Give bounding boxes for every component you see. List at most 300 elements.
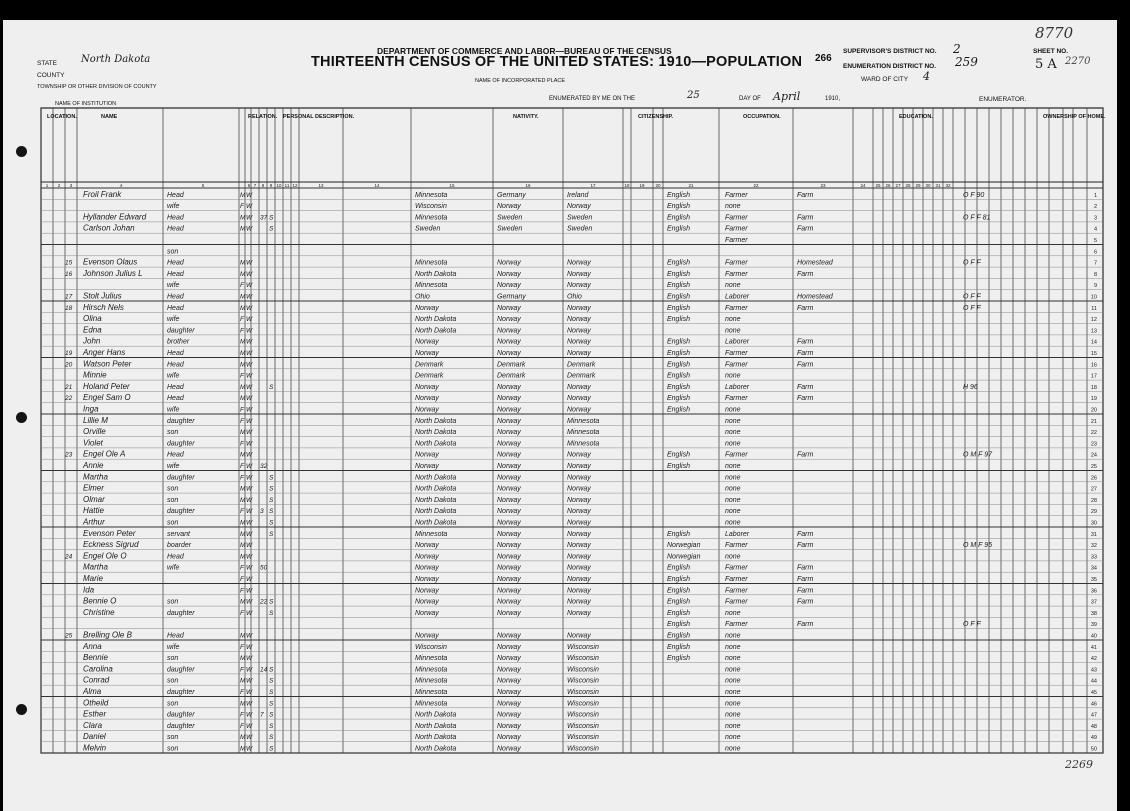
industry: Farm [797,530,814,538]
sex: F [240,722,244,730]
race: W [246,338,253,346]
mother-birthplace: Norway [567,474,591,482]
dwelling-number: 20 [65,361,73,369]
industry: Farm [797,383,814,391]
person-name: Ida [83,585,95,595]
race: W [246,395,253,403]
person-name: Engel Ole A [83,449,126,459]
race: W [246,440,253,448]
language: English [667,621,690,629]
sex: M [240,383,246,391]
marital-status: S [269,677,274,685]
language: English [667,225,690,233]
birthplace: North Dakota [415,745,457,753]
race: W [246,361,253,369]
relationship: Head [167,214,184,222]
age: 22 [260,598,268,606]
line-number: 20 [1090,407,1097,414]
mother-birthplace: Norway [567,270,591,278]
relationship: Head [167,304,184,312]
trade: none [725,689,741,696]
line-number: 50 [1090,746,1097,753]
column-number: 30 [925,183,931,188]
relationship: Head [167,395,184,403]
trade: none [725,372,741,380]
sex: M [240,259,246,267]
relationship: Head [167,350,184,357]
language: English [667,406,690,414]
birthplace: Norway [415,338,439,346]
trade: Farmer [725,395,748,403]
father-birthplace: Denmark [497,361,526,369]
column-number: 11 [284,183,290,188]
person-name: Daniel [83,732,106,742]
father-birthplace: Norway [497,508,521,516]
sex: M [240,304,246,312]
sex: F [240,508,244,516]
birthplace: Norway [415,598,439,606]
race: W [246,225,253,233]
person-name: Brelling Ole B [83,630,132,640]
mother-birthplace: Denmark [567,361,596,369]
sex: F [240,316,244,324]
trade: Farmer [725,214,748,222]
father-birthplace: Norway [497,496,521,504]
age: 7 [260,711,264,719]
sheet-label: SHEET NO. [1033,48,1069,55]
column-number: 4 [119,183,123,188]
father-birthplace: Norway [497,203,521,211]
sex: F [240,203,244,211]
relationship: Head [167,361,184,369]
column-number: 20 [655,183,661,188]
line-number: 45 [1090,690,1097,696]
sex: M [240,395,246,403]
race: W [246,609,253,617]
relationship: son [167,519,179,527]
birthplace: North Dakota [415,722,457,730]
birthplace: Norway [415,395,439,403]
father-birthplace: Germany [497,191,526,199]
father-birthplace: Norway [497,395,521,403]
column-number: 32 [945,183,951,188]
trade: none [725,643,741,651]
marital-status: S [269,485,274,493]
trade: none [725,677,741,685]
relationship: Head [167,553,184,561]
birthplace: Minnesota [415,666,448,674]
dwelling-number: 21 [65,383,73,391]
father-birthplace: Norway [497,576,521,583]
relationship: boarder [167,542,192,550]
person-name: Hirsch Nels [83,302,124,312]
trade: none [725,203,741,211]
day-value: 25 [687,90,700,101]
industry: Farm [797,564,814,572]
column-number: 22 [753,183,759,188]
column-number: 13 [318,183,324,188]
mother-birthplace: Norway [567,542,591,550]
person-name: Violet [83,438,103,448]
father-birthplace: Norway [497,350,521,357]
column-number: 26 [885,183,891,188]
father-birthplace: Norway [497,451,521,459]
mother-birthplace: Sweden [567,225,593,233]
mother-birthplace: Norway [567,519,591,527]
section-title: OCCUPATION. [743,114,781,120]
relationship: daughter [167,440,195,448]
trade: none [725,463,741,470]
line-number: 1 [1093,192,1097,199]
trade: none [725,745,741,753]
relationship: brother [167,338,190,346]
father-birthplace: Norway [497,700,521,708]
line-number: 24 [1090,452,1097,459]
mother-birthplace: Ohio [567,293,582,301]
dwelling-number: 19 [65,350,73,357]
race: W [246,677,253,685]
trade: none [725,440,741,448]
person-name: Marie [83,574,104,583]
relationship: Head [167,270,184,278]
mother-birthplace: Norway [567,395,591,403]
language: English [667,270,690,278]
sex: F [240,643,244,651]
race: W [246,711,253,719]
trade: none [725,734,741,742]
home-ownership: O M F 97 [963,451,993,459]
person-name: Carolina [83,664,113,674]
person-name: Otheild [83,698,109,708]
person-name: Minnie [83,370,107,380]
person-name: Alma [83,687,102,696]
trade: none [725,655,741,663]
column-number: 12 [292,183,298,188]
language: English [667,282,690,290]
age: 32 [260,463,268,470]
mother-birthplace: Norway [567,282,591,290]
relationship: wife [167,282,180,290]
mother-birthplace: Norway [567,383,591,391]
birthplace: Minnesota [415,530,448,538]
mother-birthplace: Norway [567,632,591,640]
father-birthplace: Norway [497,485,521,493]
race: W [246,282,253,290]
page-number: 266 [815,53,832,64]
mother-birthplace: Wisconsin [567,689,599,696]
trade: none [725,282,741,290]
trade: Laborer [725,530,750,538]
birthplace: North Dakota [415,429,457,437]
birthplace: Sweden [415,225,441,233]
race: W [246,632,253,640]
trade: Farmer [725,350,748,357]
trade: Farmer [725,598,748,606]
sex: M [240,485,246,493]
line-number: 42 [1090,656,1097,663]
person-name: Bennie [83,653,108,663]
trade: Farmer [725,191,748,199]
sex: F [240,474,244,482]
age: 50 [260,564,268,572]
sex: M [240,598,246,606]
relationship: wife [167,463,180,470]
mother-birthplace: Norway [567,587,591,595]
person-name: Evenson Olaus [83,257,138,267]
birthplace: Minnesota [415,677,448,685]
birthplace: North Dakota [415,474,457,482]
sex: M [240,745,246,753]
sex: M [240,214,246,222]
mother-birthplace: Minnesota [567,417,600,425]
race: W [246,700,253,708]
relationship: daughter [167,609,195,617]
sex: F [240,372,244,380]
language: English [667,293,690,301]
column-number: 14 [374,183,380,188]
race: W [246,383,253,391]
person-name: Martha [83,472,108,482]
column-number: 7 [253,183,257,188]
race: W [246,485,253,493]
marital-status: S [269,609,274,617]
sex: F [240,417,244,425]
line-number: 15 [1090,351,1097,357]
line-number: 37 [1090,599,1097,606]
father-birthplace: Sweden [497,214,523,222]
language: English [667,609,690,617]
mother-birthplace: Norway [567,406,591,414]
relationship: son [167,677,179,685]
trade: none [725,327,741,335]
marital-status: S [269,666,274,674]
relationship: wife [167,564,180,572]
industry: Farm [797,225,814,233]
person-name: Froil Frank [83,189,122,199]
language: English [667,451,690,459]
home-ownership: O F F [963,293,981,301]
sex: F [240,711,244,719]
mother-birthplace: Denmark [567,372,596,380]
industry: Farm [797,576,814,583]
language: Norwegian [667,542,701,550]
birthplace: North Dakota [415,519,457,527]
race: W [246,259,253,267]
birthplace: Minnesota [415,282,448,290]
trade: none [725,417,741,425]
birthplace: Minnesota [415,259,448,267]
birthplace: Wisconsin [415,643,447,651]
person-name: Bennie O [83,596,117,606]
birthplace: North Dakota [415,316,457,324]
stamp-number-secondary: 2270 [1065,56,1091,67]
column-number: 6 [247,183,251,188]
language: English [667,316,690,324]
sex: M [240,361,246,369]
father-birthplace: Norway [497,609,521,617]
dwelling-number: 16 [65,270,73,278]
sex: M [240,293,246,301]
mother-birthplace: Norway [567,259,591,267]
column-number: 10 [276,183,282,188]
language: English [667,191,690,199]
relationship: daughter [167,722,195,730]
column-number: 18 [624,183,630,188]
race: W [246,304,253,312]
mother-birthplace: Wisconsin [567,666,599,674]
line-number: 4 [1093,226,1097,233]
birthplace: North Dakota [415,440,457,448]
relationship: Head [167,225,184,233]
mother-birthplace: Ireland [567,191,589,199]
mother-birthplace: Norway [567,485,591,493]
column-number: 16 [525,183,531,188]
birthplace: Norway [415,542,439,550]
relationship: son [167,485,179,493]
birthplace: North Dakota [415,327,457,335]
person-name: Hyllander Edward [83,212,147,222]
marital-status: S [269,745,274,753]
language: English [667,598,690,606]
race: W [246,316,253,324]
industry: Homestead [797,293,833,301]
birthplace: Wisconsin [415,203,447,211]
sheet-value: 5 A [1035,57,1057,72]
section-title: RELATION. [248,114,278,120]
marital-status: S [269,508,274,516]
line-number: 9 [1093,283,1097,290]
relationship: servant [167,530,190,538]
home-ownership: O F 90 [963,191,985,199]
line-number: 16 [1090,362,1097,369]
column-number: 9 [269,183,273,188]
corner-number: 2269 [1065,758,1093,771]
industry: Farm [797,270,814,278]
line-number: 3 [1093,215,1097,222]
birthplace: Norway [415,553,439,561]
father-birthplace: Norway [497,406,521,414]
column-number: 19 [639,183,645,188]
person-name: Elmer [83,483,104,493]
line-number: 22 [1090,430,1097,437]
race: W [246,350,253,357]
father-birthplace: Norway [497,632,521,640]
marital-status: S [269,496,274,504]
father-birthplace: Norway [497,655,521,663]
trade: Farmer [725,451,748,459]
sex: M [240,350,246,357]
person-name: Inga [83,404,99,414]
relationship: wife [167,372,180,380]
trade: none [725,485,741,493]
line-number: 21 [1090,418,1097,425]
language: English [667,372,690,380]
column-number: 17 [590,183,596,188]
father-birthplace: Norway [497,722,521,730]
person-name: Conrad [83,675,110,685]
line-number: 28 [1090,497,1097,504]
relationship: son [167,734,179,742]
race: W [246,745,253,753]
father-birthplace: Norway [497,587,521,595]
marital-status: S [269,214,274,222]
relationship: Head [167,451,184,459]
year-label: 1910, [825,96,841,102]
line-number: 46 [1090,701,1097,708]
column-number: 1 [45,183,49,188]
line-number: 35 [1090,577,1097,583]
father-birthplace: Norway [497,270,521,278]
department-heading: DEPARTMENT OF COMMERCE AND LABOR—BUREAU OF THE CENSUS [377,46,672,56]
mother-birthplace: Norway [567,350,591,357]
trade: Farmer [725,361,748,369]
race: W [246,666,253,674]
column-number: 8 [261,183,265,188]
census-table [3,20,1117,811]
trade: none [725,429,741,437]
section-title: NAME [101,114,118,120]
section-title: EDUCATION. [899,114,933,120]
race: W [246,214,253,222]
race: W [246,587,253,595]
race: W [246,451,253,459]
sex: M [240,677,246,685]
mother-birthplace: Norway [567,576,591,583]
line-number: 32 [1090,543,1097,550]
trade: none [725,700,741,708]
father-birthplace: Norway [497,553,521,561]
dwelling-number: 17 [65,293,73,301]
incorporated-label: NAME OF INCORPORATED PLACE [475,78,566,84]
trade: none [725,519,741,527]
sex: M [240,225,246,233]
birthplace: Norway [415,406,439,414]
industry: Homestead [797,259,833,267]
sex: M [240,542,246,550]
language: English [667,576,690,583]
line-number: 14 [1090,339,1097,346]
relationship: Head [167,293,184,301]
relationship: Head [167,383,184,391]
race: W [246,564,253,572]
line-number: 40 [1090,633,1097,640]
person-name: Hattie [83,506,104,516]
person-name: Engel Sam O [83,393,131,403]
language: English [667,304,690,312]
birthplace: Norway [415,576,439,583]
race: W [246,270,253,278]
home-ownership: O F F [963,304,981,312]
birthplace: Minnesota [415,655,448,663]
language: English [667,564,690,572]
birthplace: Norway [415,350,439,357]
column-number: 31 [935,183,941,188]
section-title: PERSONAL DESCRIPTION. [283,114,355,120]
father-birthplace: Sweden [497,225,523,233]
mother-birthplace: Wisconsin [567,700,599,708]
mother-birthplace: Wisconsin [567,711,599,719]
trade: Farmer [725,576,748,583]
person-name: Christine [83,607,115,617]
person-name: Arthur [83,517,105,527]
census-sheet [3,20,1117,811]
marital-status: S [269,700,274,708]
sex: F [240,406,244,414]
industry: Farm [797,338,814,346]
punch-hole [16,412,27,423]
father-birthplace: Norway [497,282,521,290]
dwelling-number: 18 [65,304,73,312]
